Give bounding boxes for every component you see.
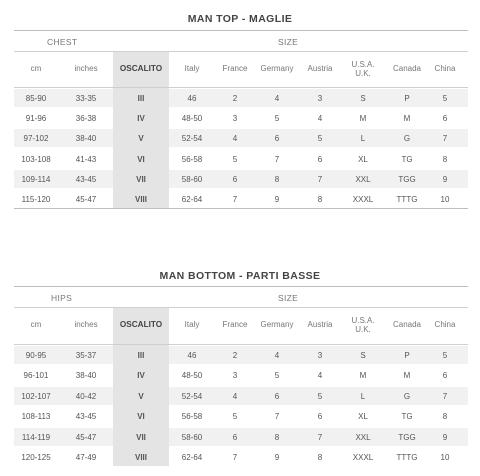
cell-germany: 6 [274, 134, 280, 144]
cell-france: 4 [232, 134, 238, 144]
header-oscalito: OSCALITO [119, 64, 163, 73]
cell-austria: 7 [317, 432, 323, 442]
header-canada: Canada [392, 320, 422, 329]
cell-inches: 45-47 [75, 195, 97, 204]
cell-austria: 4 [317, 371, 323, 381]
cell-italy: 48-50 [181, 114, 203, 124]
cell-italy: 62-64 [181, 453, 203, 462]
cell-canada: TTTG [396, 453, 418, 462]
cell-canada: TTTG [396, 195, 418, 204]
cell-china: 5 [442, 351, 448, 360]
cell-oscalito: VII [136, 432, 146, 442]
cell-oscalito: IV [137, 114, 145, 124]
header-china: China [434, 320, 456, 329]
cell-italy: 58-60 [181, 174, 203, 184]
cell-canada: TG [401, 412, 413, 422]
header-china: China [434, 64, 456, 73]
oscalito-column-band [113, 308, 169, 466]
cell-china: 10 [440, 195, 450, 204]
cell-france: 7 [232, 453, 238, 462]
cell-germany: 6 [274, 391, 280, 401]
cell-oscalito: VIII [134, 195, 147, 204]
cell-canada: M [403, 114, 411, 124]
header-france: France [222, 320, 248, 329]
cell-usa-uk: M [359, 114, 367, 124]
cell-china: 9 [442, 432, 448, 442]
cell-oscalito: VII [136, 174, 146, 184]
cell-france: 6 [232, 174, 238, 184]
cell-oscalito: IV [137, 371, 145, 381]
cell-cm: 97-102 [23, 134, 49, 144]
cell-usa-uk: XXL [355, 174, 371, 184]
table-title: MAN BOTTOM - PARTI BASSE [159, 270, 321, 282]
header-italy: Italy [184, 64, 200, 73]
cell-france: 4 [232, 391, 238, 401]
cell-germany: 7 [274, 154, 280, 164]
cell-france: 3 [232, 371, 238, 381]
cell-france: 5 [232, 412, 238, 422]
header-canada: Canada [392, 64, 422, 73]
cell-cm: 108-113 [21, 412, 51, 422]
cell-usa-uk: XXL [355, 432, 371, 442]
cell-inches: 33-35 [75, 94, 97, 103]
header-austria: Austria [307, 320, 333, 329]
cell-italy: 52-54 [181, 391, 203, 401]
cell-usa-uk: L [360, 391, 366, 401]
cell-italy: 46 [187, 351, 197, 360]
cell-austria: 4 [317, 114, 323, 124]
cell-cm: 85-90 [25, 94, 47, 103]
divider [14, 51, 468, 52]
cell-germany: 7 [274, 412, 280, 422]
header-inches: inches [74, 64, 98, 73]
cell-china: 5 [442, 94, 448, 103]
cell-cm: 114-119 [21, 432, 51, 442]
cell-canada: P [404, 94, 410, 103]
cell-cm: 90-95 [25, 351, 47, 360]
cell-italy: 56-58 [181, 412, 203, 422]
cell-austria: 3 [317, 351, 323, 360]
cell-italy: 52-54 [181, 134, 203, 144]
cell-usa-uk: XL [358, 154, 368, 164]
cell-austria: 3 [317, 94, 323, 103]
cell-italy: 48-50 [181, 371, 203, 381]
cell-austria: 7 [317, 174, 323, 184]
cell-france: 2 [232, 94, 238, 103]
cell-usa-uk: S [360, 351, 366, 360]
cell-china: 8 [442, 412, 448, 422]
divider [14, 344, 468, 345]
cell-inches: 47-49 [75, 453, 97, 462]
header-inches: inches [74, 320, 98, 329]
cell-inches: 38-40 [75, 371, 97, 381]
cell-cm: 91-96 [25, 114, 47, 124]
cell-usa-uk: S [360, 94, 366, 103]
header-cm: cm [30, 64, 42, 73]
cell-austria: 8 [317, 453, 323, 462]
cell-usa-uk: XXXL [352, 195, 374, 204]
header-france: France [222, 64, 248, 73]
cell-cm: 103-108 [21, 154, 51, 164]
cell-china: 9 [442, 174, 448, 184]
chest-group-label: CHEST [47, 37, 78, 47]
header-austria: Austria [307, 64, 333, 73]
size-table-bottom [14, 286, 468, 468]
cell-oscalito: VIII [134, 453, 147, 462]
cell-italy: 58-60 [181, 432, 203, 442]
cell-cm: 102-107 [21, 391, 51, 401]
cell-canada: P [404, 351, 410, 360]
cell-china: 8 [442, 154, 448, 164]
divider [14, 87, 468, 88]
size-group-label: SIZE [278, 37, 299, 47]
hips-group-label: HIPS [51, 293, 73, 303]
cell-usa-uk: XL [358, 412, 368, 422]
cell-china: 10 [440, 453, 450, 462]
cell-cm: 120-125 [21, 453, 51, 462]
cell-france: 6 [232, 432, 238, 442]
divider [14, 30, 468, 31]
cell-germany: 4 [274, 94, 280, 103]
cell-china: 7 [442, 391, 448, 401]
cell-cm: 115-120 [21, 195, 51, 204]
header-usa-uk: U.S.A. U.K. [351, 60, 375, 78]
cell-germany: 4 [274, 351, 280, 360]
cell-cm: 96-101 [23, 371, 49, 381]
header-oscalito: OSCALITO [119, 320, 163, 329]
size-group-label: SIZE [278, 293, 299, 303]
cell-oscalito: V [138, 391, 144, 401]
cell-canada: G [403, 134, 411, 144]
cell-france: 2 [232, 351, 238, 360]
cell-inches: 41-43 [75, 154, 97, 164]
cell-austria: 5 [317, 134, 323, 144]
cell-italy: 56-58 [181, 154, 203, 164]
header-usa-uk: U.S.A. U.K. [351, 316, 375, 334]
cell-austria: 6 [317, 412, 323, 422]
header-germany: Germany [260, 64, 294, 73]
divider [14, 307, 468, 308]
header-italy: Italy [184, 320, 200, 329]
cell-germany: 5 [274, 371, 280, 381]
divider [14, 208, 468, 209]
cell-oscalito: V [138, 134, 144, 144]
oscalito-column-band [113, 52, 169, 208]
cell-inches: 43-45 [75, 412, 97, 422]
divider [14, 286, 468, 287]
cell-china: 6 [442, 371, 448, 381]
cell-oscalito: VI [137, 412, 145, 422]
cell-canada: M [403, 371, 411, 381]
cell-china: 6 [442, 114, 448, 124]
cell-usa-uk: M [359, 371, 367, 381]
cell-germany: 9 [274, 195, 280, 204]
cell-austria: 6 [317, 154, 323, 164]
cell-germany: 8 [274, 432, 280, 442]
cell-germany: 8 [274, 174, 280, 184]
cell-austria: 8 [317, 195, 323, 204]
size-table-top [14, 30, 468, 210]
cell-germany: 5 [274, 114, 280, 124]
header-cm: cm [30, 320, 42, 329]
cell-canada: TGG [398, 174, 416, 184]
cell-austria: 5 [317, 391, 323, 401]
cell-italy: 46 [187, 94, 197, 103]
cell-france: 7 [232, 195, 238, 204]
cell-oscalito: III [137, 351, 145, 360]
header-germany: Germany [260, 320, 294, 329]
cell-italy: 62-64 [181, 195, 203, 204]
cell-inches: 36-38 [75, 114, 97, 124]
cell-oscalito: III [137, 94, 145, 103]
cell-inches: 45-47 [75, 432, 97, 442]
cell-oscalito: VI [137, 154, 145, 164]
cell-usa-uk: L [360, 134, 366, 144]
cell-cm: 109-114 [21, 174, 51, 184]
cell-germany: 9 [274, 453, 280, 462]
cell-inches: 43-45 [75, 174, 97, 184]
cell-canada: TGG [398, 432, 416, 442]
cell-inches: 38-40 [75, 134, 97, 144]
cell-france: 5 [232, 154, 238, 164]
cell-france: 3 [232, 114, 238, 124]
table-title: MAN TOP - MAGLIE [187, 13, 293, 25]
cell-usa-uk: XXXL [352, 453, 374, 462]
cell-inches: 35-37 [75, 351, 97, 360]
cell-china: 7 [442, 134, 448, 144]
cell-canada: G [403, 391, 411, 401]
cell-inches: 40-42 [75, 391, 97, 401]
cell-canada: TG [401, 154, 413, 164]
